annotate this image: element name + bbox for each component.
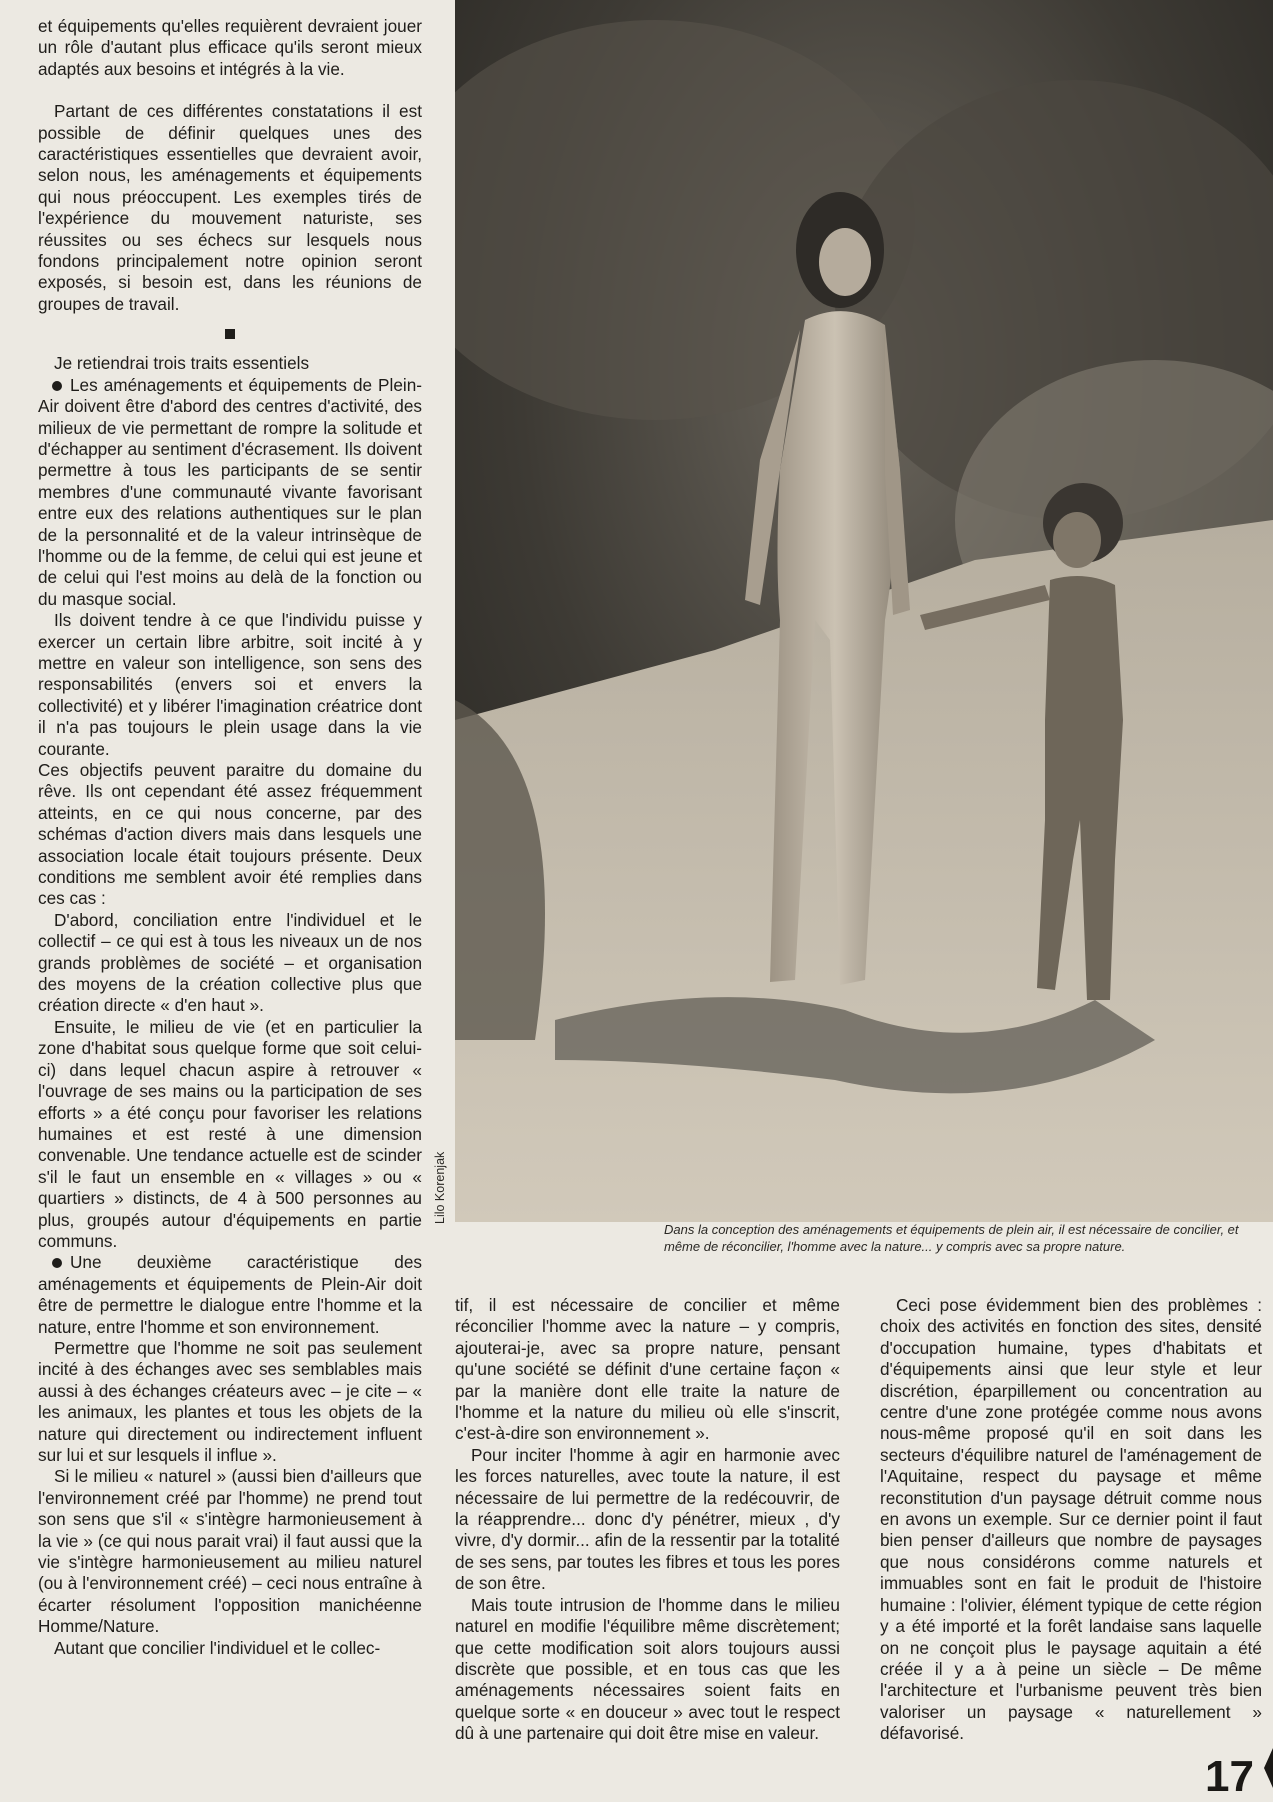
right-text-column (880, 1295, 1262, 1745)
paragraph: tif, il est nécessaire de concilier et même réconcilier l'homme avec la nature – y compris, ajouterai-je, avec sa propre nature, pensant qu'une société se définit d'une certaine façon « par la manière dont elle traite la nature de l'homme et la nature du milieu où elle s'inscrit, c'est-à-dire son environnement ». (455, 1295, 840, 1444)
photo-illustration (455, 0, 1273, 1222)
photo-caption: Dans la conception des aménagements et équipements de plein air, il est nécessaire de concilier, et même de réconcilier, l'homme avec la nature... y compris avec sa propre nature. (664, 1222, 1239, 1254)
bullet-paragraph (38, 1252, 422, 1338)
paragraph: et équipements qu'elles requièrent devraient jouer un rôle d'autant plus efficace qu'ils seront mieux adaptés aux besoins et intégrés à la vie. (38, 16, 422, 79)
section-separator-square (225, 329, 235, 339)
paragraph: Ensuite, le milieu de vie (et en particulier la zone d'habitat sous quelque forme que soit celui-ci) dans lequel chacun aspire à retrouver « l'ouvrage de ses mains ou la participation de ses efforts » a été conçu pour favoriser les relations humaines et est resté à une dimension convenable. Une tendance actuelle est de scinder s'il le faut un ensemble en « villages » ou « quartiers » distincts, de 4 à 500 personnes au plus, groupés autour d'équipements en partie communs. (38, 1016, 422, 1251)
paragraph: Partant de ces différentes constatations il est possible de définir quelques unes des caractéristiques essentielles que devraient avoir, selon nous, les aménagements et équipements qui nous préoccupent. Les exemples tirés de l'expérience du mouvement naturiste, ses réussites ou ses échecs sur lesquels nous fondons principalement notre opinion seront exposés, si besoin est, dans les réunions de groupes de travail. (38, 101, 422, 314)
paragraph: Ceci pose évidemment bien des problèmes : choix des activités en fonction des sites, densité d'occupation humaine, types d'habitats et d'équipements ainsi que leur style et leur discrétion, éparpillement ou concentration au centre d'une zone protégée comme nous avons nous-même proposé qu'il en soit dans les secteurs d'équilibre naturel de l'aménagement de l'Aquitaine, respect du paysage et même reconstitution d'un paysage détruit comme nous en avons un exemple. Sur ce dernier point il faut bien penser d'ailleurs que nombre de paysages que nous considérons comme naturels et immuables sont en fait le produit de l'histoire humaine : l'olivier, élément typique de cette région y a été importé et la forêt landaise sans laquelle on ne conçoit plus le paysage aquitain a été créée il y a à peine un siècle – De même l'architecture et l'urbanisme peuvent très bien valoriser un paysage « naturellement » défavorisé. (880, 1295, 1262, 1744)
paragraph: Permettre que l'homme ne soit pas seulement incité à des échanges avec ses semblables mais aussi à des échanges créateurs avec – je cite – « les animaux, les plantes et tous les objets de la nature qui directement ou indirectement influent sur lui et sur lesquels il influe ». (38, 1337, 422, 1465)
middle-text-column (455, 1295, 840, 1745)
paragraph: Pour inciter l'homme à agir en harmonie avec les forces naturelles, avec toute la nature, il est nécessaire de lui permettre de la redécouvrir, de la réapprendre... donc d'y pénétrer, mieux , d'y vivre, d'y dormir... afin de la ressentir par la totalité de ses sens, par toutes les fibres et tous les pores de son être. (455, 1444, 840, 1594)
bullet-dot (52, 381, 62, 391)
left-text-column (38, 16, 422, 1659)
paragraph: D'abord, conciliation entre l'individuel et le collectif – ce qui est à tous les niveaux un de nos grands problèmes de société – et organisation des moyens de la création collective plus que création directe « d'en haut ». (38, 909, 422, 1016)
paragraph: Si le milieu « naturel » (aussi bien d'ailleurs que l'environnement créé par l'homme) ne prend tout son sens que s'il « s'intègre harmonieusement à la vie » (ce qui nous parait vrai) il faut aussi que la vie s'intègre harmonieusement au milieu naturel (ou à l'environnement créé) – ceci nous entraîne à écarter résolument l'opposition manichéenne Homme/Nature. (38, 1466, 422, 1637)
paragraph: Je retiendrai trois traits essentiels (54, 353, 310, 374)
paragraph-text: Les aménagements et équipements de Plein-Air doivent être d'abord des centres d'activité, des milieux de vie permettant de rompre la solitude et d'échapper au sentiment d'écrasement. Ils doivent permettre à tous les participants de se sentir membres d'une communauté vivante favorisant entre eux des relations authentiques sur le plan de la personnalité et de la valeur intrinsèque de l'homme ou de la femme, de celui qui est jeune et de celui qui l'est moins au delà de la fonction ou du masque social. (38, 374, 422, 609)
paragraph: Mais toute intrusion de l'homme dans le milieu naturel en modifie l'équilibre même discrètement; que cette modification soit alors toujours aussi discrète que possible, et en tous cas que les aménagements nécessaires soient faits en quelque sorte « en douceur » avec tout le respect dû à une partenaire qui doit être mise en valeur. (455, 1594, 840, 1744)
bullet-paragraph (38, 375, 422, 610)
page-number: 17 (1205, 1752, 1254, 1801)
photograph (455, 0, 1273, 1222)
bullet-dot (52, 1258, 62, 1268)
paragraph: Autant que concilier l'individuel et le collec- (54, 1637, 381, 1658)
photo-credit-text: Lilo Korenjak (433, 1151, 447, 1224)
paragraph: Ils doivent tendre à ce que l'individu puisse y exercer un certain libre arbitre, soit incité à y mettre en valeur son intelligence, son sens des responsabilités (envers soi et envers la collectivité) et y libérer l'imagination créatrice dont il n'a pas toujours le plein usage dans la vie courante. (38, 610, 422, 759)
photo-credit (433, 1128, 449, 1224)
paragraph-text: Une deuxième caractéristique des aménagements et équipements de Plein-Air doit être de permettre le dialogue entre l'homme et la nature, entre l'homme et son environnement. (38, 1252, 422, 1337)
paragraph: Ces objectifs peuvent paraitre du domaine du rêve. Ils ont cependant été assez fréquemment atteints, en ce qui nous concerne, par des schémas d'action divers mais dans lesquels une association locale était toujours présente. Deux conditions me semblent avoir été remplies dans ces cas : (38, 760, 422, 909)
page-edge-marker (1264, 1748, 1273, 1788)
